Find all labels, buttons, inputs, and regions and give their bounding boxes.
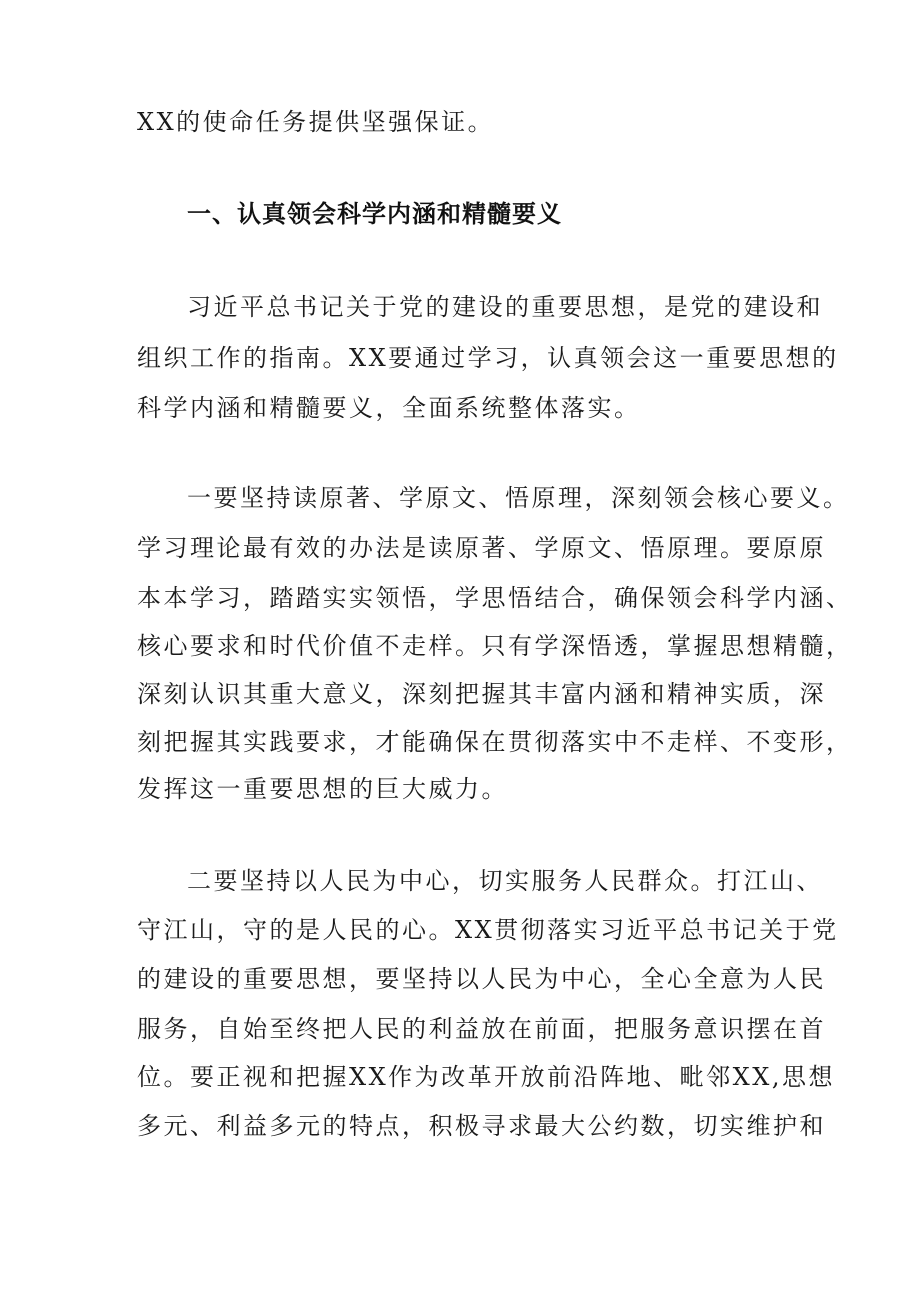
paragraph-line: 多元、利益多元的特点，积极寻求最大公约数，切实维护和	[137, 1112, 826, 1140]
paragraph-line: 一要坚持读原著、学原文、悟原理，深刻领会核心要义。	[187, 484, 850, 512]
section-heading: 一、认真领会科学内涵和精髓要义	[187, 200, 562, 228]
paragraph-line: 本本学习，踏踏实实领悟，学思悟结合，确保领会科学内涵、	[137, 584, 853, 612]
paragraph-line: 守江山，守的是人民的心。XX贯彻落实习近平总书记关于党	[137, 916, 839, 944]
paragraph-line: 核心要求和时代价值不走样。只有学深悟透，掌握思想精髓，	[137, 632, 853, 660]
paragraph-line: 科学内涵和精髓要义，全面系统整体落实。	[137, 394, 641, 422]
paragraph-line: 刻把握其实践要求，才能确保在贯彻落实中不走样、不变形，	[137, 728, 853, 756]
intro-line: XX的使命任务提供坚强保证。	[137, 108, 495, 136]
paragraph-line: 二要坚持以人民为中心，切实服务人民群众。打江山、	[187, 867, 823, 895]
paragraph-line: 的建设的重要思想，要坚持以人民为中心，全心全意为人民	[137, 965, 826, 993]
paragraph-line: 组织工作的指南。XX要通过学习，认真领会这一重要思想的	[137, 344, 839, 372]
paragraph-line: 习近平总书记关于党的建设的重要思想，是党的建设和	[187, 293, 823, 321]
paragraph-line: 学习理论最有效的办法是读原著、学原文、悟原理。要原原	[137, 534, 826, 562]
paragraph-line: 服务，自始至终把人民的利益放在前面，把服务意识摆在首	[137, 1015, 826, 1043]
paragraph-line: 发挥这一重要思想的巨大威力。	[137, 775, 508, 803]
paragraph-line: 深刻认识其重大意义，深刻把握其丰富内涵和精神实质，深	[137, 680, 826, 708]
paragraph-line: 位。要正视和把握XX作为改革开放前沿阵地、毗邻XX,思想	[137, 1063, 835, 1091]
